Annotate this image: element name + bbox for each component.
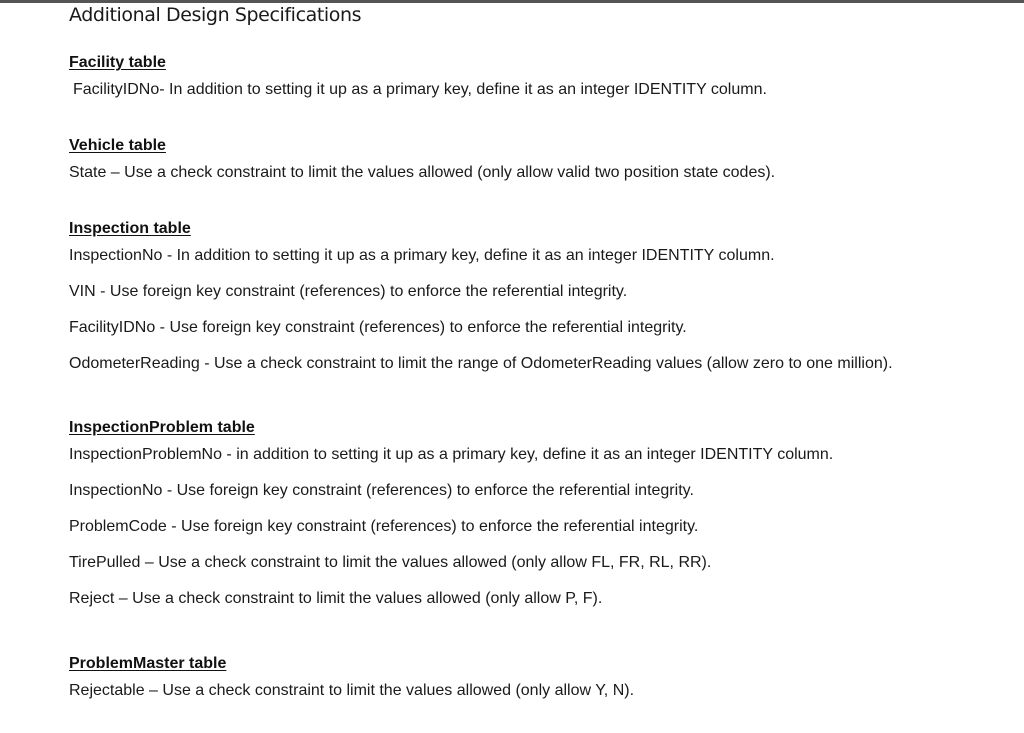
facility-spec-line: FacilityIDNo- In addition to setting it up as a primary key, define it as an integer IDENTITY column. [73, 81, 767, 98]
problem-master-spec-line: Rejectable – Use a check constraint to limit the values allowed (only allow Y, N). [69, 682, 635, 699]
inspection-problem-spec-line: InspectionProblemNo - in addition to setting it up as a primary key, define it as an integer IDENTITY column. [69, 446, 834, 463]
document-title: Additional Design Specifications [69, 4, 362, 26]
inspection-spec-line: OdometerReading - Use a check constraint to limit the range of OdometerReading values (allow zero to one million). [69, 355, 893, 372]
problem-master-table-heading: ProblemMaster table [69, 655, 227, 672]
inspection-problem-spec-line: ProblemCode - Use foreign key constraint (references) to enforce the referential integrity. [69, 518, 699, 535]
inspection-spec-line: InspectionNo - In addition to setting it up as a primary key, define it as an integer IDENTITY column. [69, 247, 775, 264]
top-border [0, 0, 1024, 3]
inspection-problem-table-heading: InspectionProblem table [69, 419, 255, 436]
inspection-problem-spec-line: Reject – Use a check constraint to limit the values allowed (only allow P, F). [69, 590, 603, 607]
inspection-problem-spec-line: InspectionNo - Use foreign key constraint (references) to enforce the referential integrity. [69, 482, 694, 499]
inspection-spec-line: FacilityIDNo - Use foreign key constraint (references) to enforce the referential integrity. [69, 319, 687, 336]
inspection-table-heading: Inspection table [69, 220, 191, 237]
vehicle-spec-line: State – Use a check constraint to limit the values allowed (only allow valid two position state codes). [69, 164, 776, 181]
inspection-spec-line: VIN - Use foreign key constraint (references) to enforce the referential integrity. [69, 283, 628, 300]
inspection-problem-spec-line: TirePulled – Use a check constraint to limit the values allowed (only allow FL, FR, RL, RR). [69, 554, 712, 571]
vehicle-table-heading: Vehicle table [69, 137, 166, 154]
facility-table-heading: Facility table [69, 54, 166, 71]
